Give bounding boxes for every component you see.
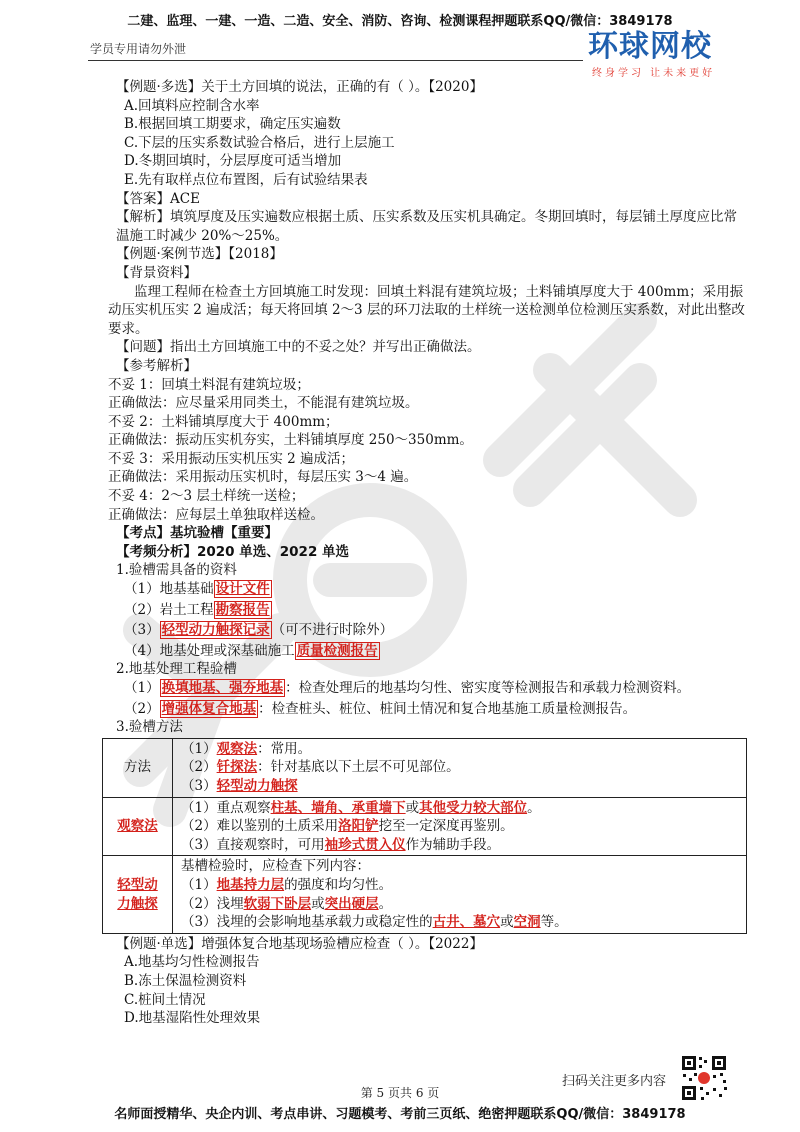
cell-text: （1） (181, 876, 217, 893)
highlight-term: 增强体复合地基 (161, 700, 257, 717)
row-body (173, 797, 747, 856)
page-content (108, 78, 748, 1028)
section-heading: 3.验槽方法 (116, 719, 183, 736)
cell-text: 或 (405, 799, 420, 816)
case-title: 【例题·案例节选】【2018】 (116, 246, 283, 263)
list-item (108, 642, 748, 661)
row-head: 方法 (103, 738, 173, 797)
cell-text: 。 (527, 799, 541, 816)
row-body (173, 738, 747, 797)
ref-line: 不妥 2：土料铺填厚度大于 400mm； (108, 413, 339, 430)
section-heading: 2.地基处理工程验槽 (116, 661, 237, 678)
list-item (108, 700, 748, 719)
red-term: 软弱下卧层 (243, 895, 312, 912)
option-c: C.下层的压实系数试验合格后，进行上层施工 (124, 134, 395, 151)
answer: 【答案】ACE (116, 190, 200, 207)
list-item (108, 679, 748, 698)
logo-slogan: 终身学习 让未来更好 (592, 68, 716, 79)
option-d: D.地基湿陷性处理效果 (124, 1010, 261, 1027)
ref-line: 不妥 1：回填土料混有建筑垃圾； (108, 376, 310, 393)
ref-line: 正确做法：应尽量采用同类土，不能混有建筑垃圾。 (108, 395, 419, 412)
cell-text: （1） (181, 740, 217, 757)
row-head-label: 力触探 (117, 895, 158, 912)
cell-text: （3）直接观察时，可用 (181, 836, 325, 853)
highlight-term: 轻型动力触探记录 (161, 622, 270, 639)
red-term: 袖珍式贯入仪 (324, 836, 406, 853)
cell-text: 或 (500, 914, 514, 931)
ref-line: 正确做法：采用振动压实机时，每层压实 3～4 遍。 (108, 469, 418, 486)
option-b: B.冻土保温检测资料 (124, 972, 247, 989)
cell-text: （2） (181, 759, 217, 776)
example-title: 【例题·单选】增强体复合地基现场验槽应检查（ ）。【2022】 (116, 935, 483, 952)
bottom-banner: 名师面授精华、央企内训、考点串讲、习题模考、考前三页纸、绝密押题联系QQ/微信：3849178 (114, 1107, 686, 1122)
red-term: 突出硬层 (324, 895, 379, 912)
ref-line: 不妥 3：采用振动压实机压实 2 遍成活； (108, 450, 355, 467)
cell-text: 作为辅助手段。 (405, 836, 501, 853)
red-term: 柱基、墙角、承重墙下 (270, 799, 406, 816)
list-item (108, 580, 748, 599)
logo-name: 环球网校 (588, 29, 712, 64)
row-head (103, 856, 173, 933)
cell-text: ：针对基底以下土层不可见部位。 (257, 759, 460, 776)
logo (588, 30, 738, 80)
item-prefix: （1） (124, 680, 160, 696)
row-head (103, 797, 173, 856)
table-row (103, 797, 747, 856)
analysis: 【解析】填筑厚度及压实遍数应根据土质、压实系数及压实机具确定。冬期回填时，每层铺土厚度应比常温施工时减少 20%～25%。 (116, 209, 737, 244)
cell-text: 挖至一定深度再鉴别。 (378, 818, 514, 835)
cell-text: 。 (378, 895, 393, 912)
header-rule (88, 60, 583, 61)
background-text: 监理工程师在检查土方回填施工时发现：回填土料混有建筑垃圾；土料铺填厚度大于 400mm；采用振动压实机压实 2 遍成活；每天将回填 2～3 层的环刀法取的土样统一送检测单位检测压实系数，对此出整改要求。 (108, 283, 745, 337)
red-term: 其他受力较大部位 (419, 799, 528, 816)
page-number: 第 5 页共 6 页 (360, 1086, 440, 1100)
red-term: 地基持力层 (216, 876, 285, 893)
highlight-term: 质量检测报告 (296, 642, 378, 659)
section-heading: 1.验槽需具备的资料 (116, 562, 237, 579)
top-banner: 二建、监理、一建、一造、二造、安全、消防、咨询、检测课程押题联系QQ/微信：3849178 (127, 14, 673, 29)
cell-text: （1）重点观察 (181, 799, 271, 816)
method-table (102, 738, 747, 934)
list-item (108, 601, 748, 620)
student-note: 学员专用请勿外泄 (90, 42, 187, 56)
item-prefix: （1）地基基础 (124, 581, 214, 598)
cell-text: 基槽检验时，应检查下列内容： (181, 858, 370, 875)
item-prefix: （2） (124, 700, 160, 717)
option-e: E.先有取样点位布置图，后有试验结果表 (124, 171, 368, 188)
red-term: 洛阳铲 (338, 818, 379, 835)
ref-line: 正确做法：应每层土单独取样送检。 (108, 506, 324, 523)
red-term: 空洞 (513, 914, 541, 931)
item-suffix: ：检查处理后的地基均匀性、密实度等检测报告和承载力检测资料。 (285, 680, 691, 696)
cell-text: 或 (311, 895, 325, 912)
red-term: 钎探法 (216, 759, 258, 776)
ref-line: 正确做法：振动压实机夯实，土料铺填厚度 250～350mm。 (108, 432, 473, 449)
table-row (103, 738, 747, 797)
cell-text: ：常用。 (257, 740, 312, 757)
option-d: D.冬期回填时，分层厚度可适当增加 (124, 153, 342, 170)
option-b: B.根据回填工期要求，确定压实遍数 (124, 116, 341, 133)
row-head-label: 轻型动 (117, 876, 158, 893)
item-suffix: （可不进行时除外） (271, 622, 394, 639)
item-prefix: （3） (124, 622, 160, 639)
row-body (173, 856, 747, 933)
cell-text: （2）难以鉴别的土质采用 (181, 818, 339, 835)
cell-text: （3）浅埋的会影响地基承载力或稳定性的 (181, 914, 433, 931)
item-prefix: （2）岩土工程 (124, 601, 214, 618)
item-suffix: ：检查桩头、桩位、桩间土情况和复合地基施工质量检测报告。 (258, 700, 637, 717)
highlight-term: 设计文件 (215, 581, 270, 598)
cell-text: （3） (181, 777, 217, 794)
cell-text: 的强度和均匀性。 (284, 876, 393, 893)
row-head-label: 观察法 (117, 818, 158, 835)
list-item (108, 621, 748, 640)
cell-text: （2）浅埋 (181, 895, 244, 912)
knowledge-point: 【考点】基坑验槽【重要】 (116, 525, 278, 542)
option-a: A.回填料应控制含水率 (124, 97, 260, 114)
item-prefix: （4）地基处理或深基础施工 (124, 642, 295, 659)
table-row (103, 856, 747, 933)
option-a: A.地基均匀性检测报告 (124, 954, 260, 971)
ref-line: 不妥 4：2～3 层土样统一送检； (108, 488, 305, 505)
red-term: 观察法 (216, 740, 258, 757)
highlight-term: 换填地基、强夯地基 (161, 680, 284, 696)
question: 【问题】指出土方回填施工中的不妥之处？并写出正确做法。 (116, 339, 481, 356)
red-term: 古井、墓穴 (432, 914, 501, 931)
scan-prompt: 扫码关注更多内容 (562, 1074, 667, 1089)
highlight-term: 勘察报告 (215, 601, 270, 618)
background-title: 【背景资料】 (116, 264, 197, 281)
cell-text: 等。 (540, 914, 568, 931)
reference-title: 【参考解析】 (116, 357, 197, 374)
example-title: 【例题·多选】关于土方回填的说法，正确的有（ ）。【2020】 (116, 79, 483, 95)
red-term: 轻型动力触探 (216, 777, 298, 794)
option-c: C.桩间土情况 (124, 991, 206, 1008)
frequency-analysis: 【考频分析】2020 单选、2022 单选 (116, 543, 350, 560)
